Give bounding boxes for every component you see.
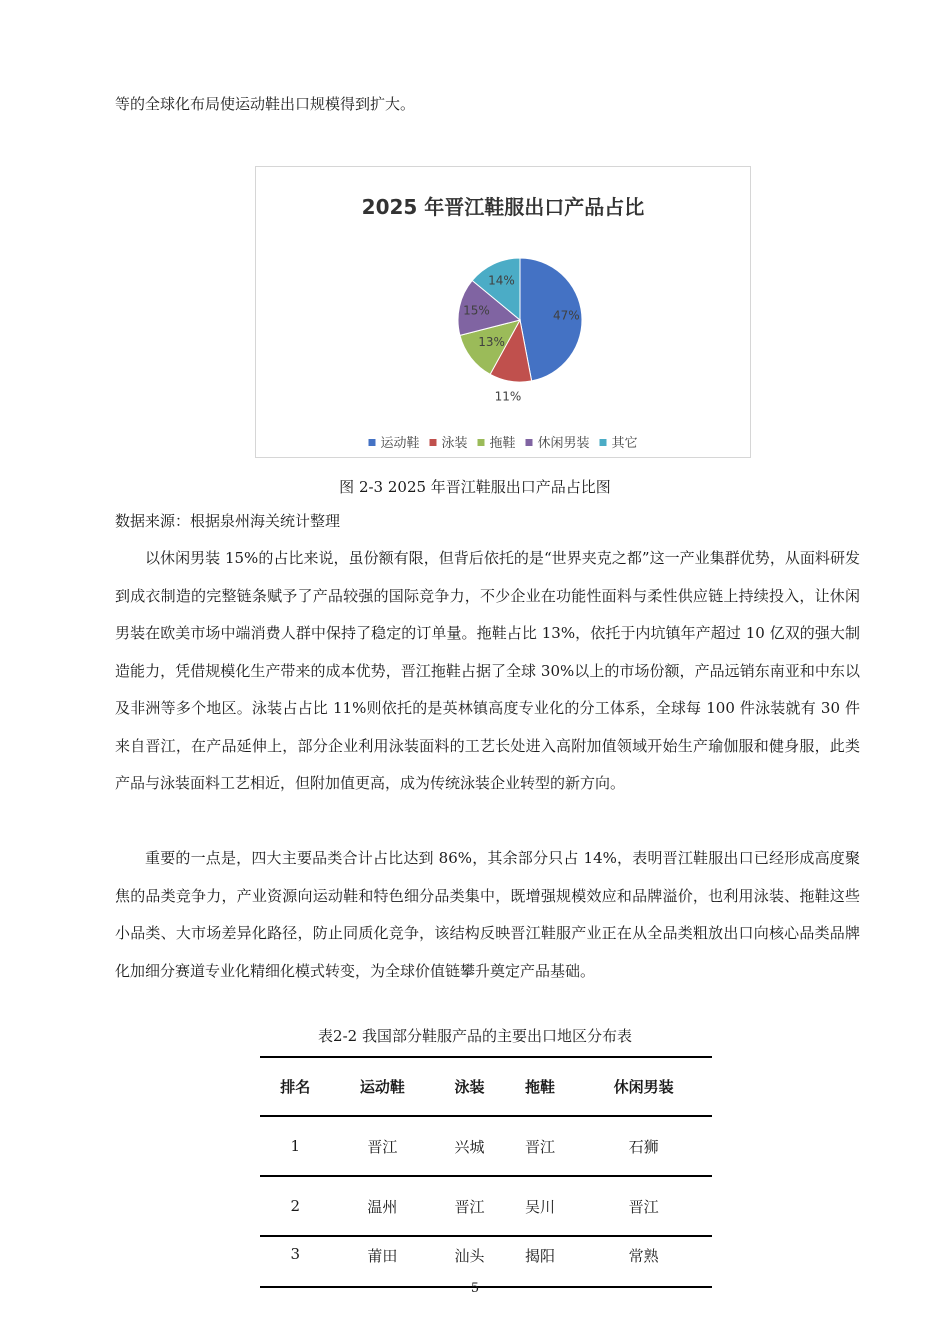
table-cell: 3 (260, 1236, 331, 1287)
header-casual-menswear: 休闲男装 (575, 1057, 712, 1116)
table-header-row (260, 1057, 712, 1116)
legend-label: 其它 (611, 436, 638, 451)
table-row (260, 1116, 712, 1176)
paragraph-conclusion: 重要的一点是，四大主要品类合计占比达到 86%，其余部分只占 14%，表明晋江鞋服出口已经形成高度聚焦的品类竞争力，产业资源向运动鞋和特色细分品类集中，既增强规模效应和品牌溢价，也利用泳装、拖鞋这些小品类、大市场差异化路径，防止同质化竞争，该结构反映晋江鞋服产业正在从全品类粗放出口向核心品类品牌化加细分赛道专业化精细化模式转变，为全球价值链攀升奠定产品基础。 (115, 849, 860, 980)
pie-data-label: 11% (494, 389, 522, 404)
table-row (260, 1236, 712, 1287)
chart-canvas (256, 167, 750, 457)
legend-swatch (526, 439, 533, 446)
legend-label: 休闲男装 (537, 436, 590, 451)
pie-data-label: 47% (552, 308, 580, 323)
table-cell: 晋江 (505, 1116, 576, 1176)
table-cell: 莆田 (331, 1236, 435, 1287)
figure-caption: 图 2-3 2025 年晋江鞋服出口产品占比图 (339, 478, 611, 496)
legend-label: 运动鞋 (380, 436, 420, 451)
table-cell: 晋江 (575, 1176, 712, 1236)
table-cell: 汕头 (434, 1236, 505, 1287)
table-caption: 表2-2 我国部分鞋服产品的主要出口地区分布表 (318, 1027, 632, 1045)
export-region-table (260, 1056, 712, 1288)
table-cell: 2 (260, 1176, 331, 1236)
pie-data-label: 13% (478, 335, 505, 349)
pie-chart (255, 166, 751, 458)
source-note: 数据来源：根据泉州海关统计整理 (115, 512, 341, 530)
legend-swatch (430, 439, 437, 446)
header-sports-shoes: 运动鞋 (331, 1057, 435, 1116)
page-number: 5 (470, 1281, 480, 1296)
table-cell: 温州 (331, 1176, 435, 1236)
table-cell: 石狮 (575, 1116, 712, 1176)
pie-data-label: 15% (463, 303, 490, 318)
table-cell: 晋江 (331, 1116, 435, 1176)
legend-label: 泳装 (441, 436, 468, 451)
table-cell: 兴城 (434, 1116, 505, 1176)
table-row (260, 1176, 712, 1236)
header-swimwear: 泳装 (434, 1057, 505, 1116)
table-cell: 1 (260, 1116, 331, 1176)
legend-label: 拖鞋 (489, 436, 516, 451)
pie-data-label: 14% (488, 273, 515, 288)
table-cell: 吴川 (505, 1176, 576, 1236)
header-rank: 排名 (260, 1057, 331, 1116)
legend-swatch (600, 439, 607, 446)
legend-swatch (369, 439, 376, 446)
paragraph-intro-end: 等的全球化布局使运动鞋出口规模得到扩大。 (115, 95, 416, 113)
legend-swatch (478, 439, 485, 446)
table-cell: 晋江 (434, 1176, 505, 1236)
table-cell: 常熟 (575, 1236, 712, 1287)
table-cell: 揭阳 (505, 1236, 576, 1287)
paragraph-analysis: 以休闲男装 15%的占比来说，虽份额有限，但背后依托的是“世界夹克之都”这一产业集群优势，从面料研发到成衣制造的完整链条赋予了产品较强的国际竞争力，不少企业在功能性面料与柔性供应链上持续投入，让休闲男装在欧美市场中端消费人群中保持了稳定的订单量。拖鞋占比 13%，依托于内坑镇年产超过 10 亿双的强大制造能力，凭借规模化生产带来的成本优势，晋江拖鞋占据了全球 30%以上的市场份额，产品远销东南亚和中东以及非洲等多个地区。泳装占占比 11%则依托的是英林镇高度专业化的分工体系，全球每 100 件泳装就有 30 件来自晋江，在产品延伸上，部分企业利用泳装面料的工艺长处进入高附加值领域开始生产瑜伽服和健身服，此类产品与泳装面料工艺相近，但附加值更高，成为传统泳装企业转型的新方向。 (115, 549, 860, 792)
header-slippers: 拖鞋 (505, 1057, 576, 1116)
chart-title: 2025 年晋江鞋服出口产品占比 (361, 195, 645, 219)
